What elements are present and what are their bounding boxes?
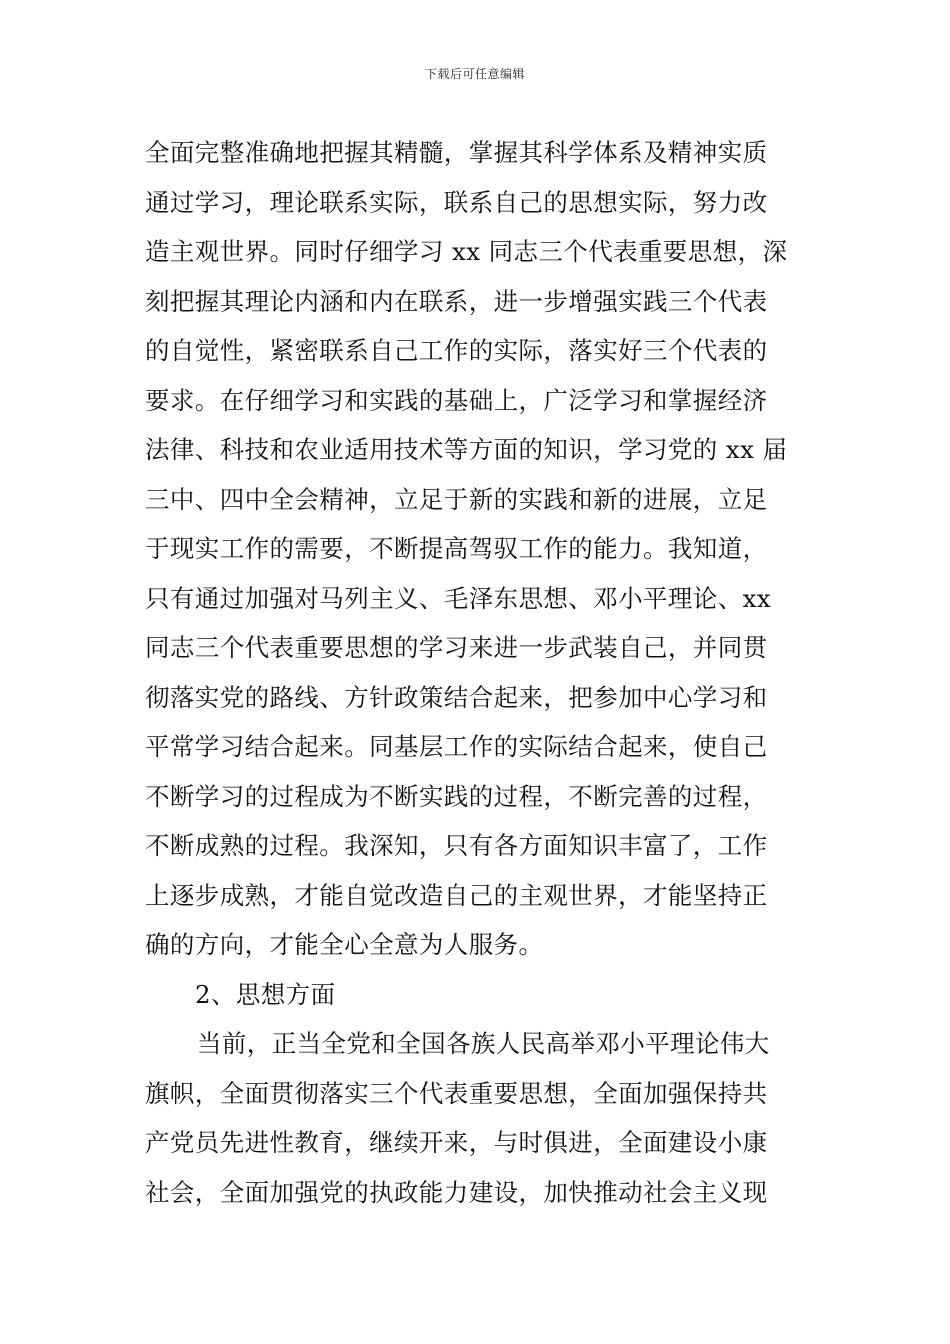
text-line: 不断学习的过程成为不断实践的过程，不断完善的过程， [145, 781, 768, 811]
text-line: 平常学习结合起来。同基层工作的实际结合起来，使自己 [145, 732, 768, 761]
text-line: 刻把握其理论内涵和内在联系，进一步增强实践三个代表 [145, 286, 768, 316]
text-line: 确的方向，才能全心全意为人服务。 [145, 930, 544, 959]
text-line: 要求。在仔细学习和实践的基础上，广泛学习和掌握经济 [145, 385, 768, 415]
text-line: 只有通过加强对马列主义、毛泽东思想、邓小平理论、xx [145, 583, 772, 613]
text-line: 于现实工作的需要，不断提高驾驭工作的能力。我知道， [145, 534, 768, 563]
text-line: 彻落实党的路线、方针政策结合起来，把参加中心学习和 [145, 682, 768, 712]
text-line: 同志三个代表重要思想的学习来进一步武装自己，并同贯 [145, 633, 768, 662]
section-heading: 2、思想方面 [195, 979, 336, 1009]
text-line: 法律、科技和农业适用技术等方面的知识，学习党的 xx 届 [145, 435, 788, 464]
text-line: 旗帜，全面贯彻落实三个代表重要思想，全面加强保持共 [145, 1078, 768, 1108]
text-line: 的自觉性，紧密联系自己工作的实际，落实好三个代表的 [145, 336, 768, 365]
page-header: 下载后可任意编辑 [424, 67, 525, 81]
paragraph-first-line: 当前，正当全党和全国各族人民高举邓小平理论伟大 [197, 1029, 770, 1058]
text-line: 全面完整准确地把握其精髓，掌握其科学体系及精神实质 [145, 138, 768, 167]
text-line: 通过学习，理论联系实际，联系自己的思想实际，努力改 [145, 187, 768, 217]
document-body [145, 128, 825, 1217]
text-line: 不断成熟的过程。我深知，只有各方面知识丰富了，工作 [145, 831, 768, 860]
text-line: 社会，全面加强党的执政能力建设，加快推动社会主义现 [145, 1177, 768, 1207]
text-line: 造主观世界。同时仔细学习 xx 同志三个代表重要思想，深 [145, 237, 788, 266]
text-line: 三中、四中全会精神，立足于新的实践和新的进展，立足 [145, 484, 768, 514]
text-line: 产党员先进性教育，继续开来，与时俱进，全面建设小康 [145, 1128, 768, 1157]
text-line: 上逐步成熟，才能自觉改造自己的主观世界，才能坚持正 [145, 880, 768, 910]
